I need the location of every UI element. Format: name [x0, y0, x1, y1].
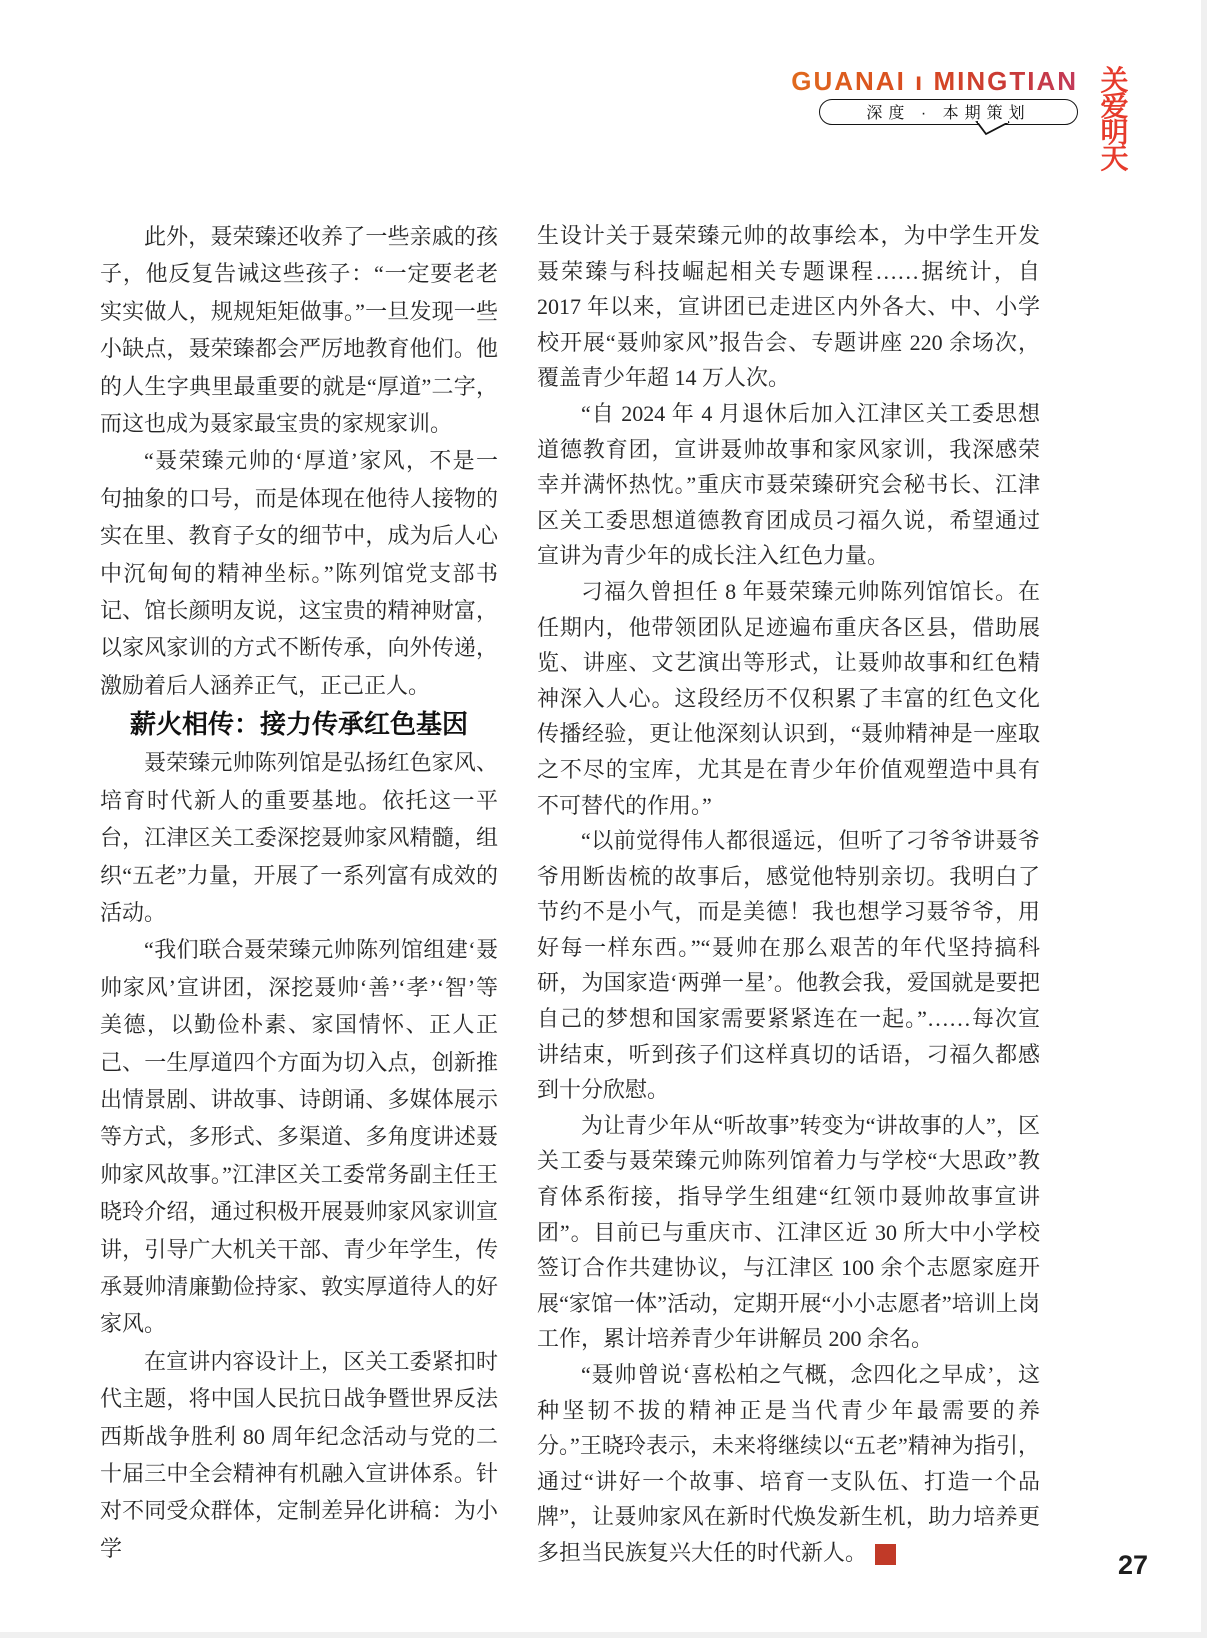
paragraph: “聂荣臻元帅的‘厚道’家风，不是一句抽象的口号，而是体现在他待人接物的实在里、教育子女的细节中，成为后人心中沉甸甸的精神坐标。”陈列馆党支部书记、馆长颜明友说，这宝贵的精神财富，以家风家训的方式不断传承，向外传递，激励着后人涵养正气，正己正人。 [100, 448, 498, 698]
speech-bubble-tail-icon [975, 121, 1013, 137]
brand-logo-line2: 明天 [1100, 117, 1130, 174]
section-heading: 薪火相传：接力传承红色基因 [129, 709, 468, 740]
article-end-mark-icon: 关 [875, 1544, 896, 1565]
paragraph [537, 1357, 1040, 1571]
paragraph: 刁福久曾担任 8 年聂荣臻元帅陈列馆馆长。在任期内，他带领团队足迹遍布重庆各区县，借助展览、讲座、文艺演出等形式，让聂帅故事和红色精神深入人心。这段经历不仅积累了丰富的红色文化传播经验，更让他深刻认识到，“聂帅精神是一座取之不尽的宝库，尤其是在青少年价值观塑造中具有不可替代的作用。” [537, 578, 1040, 818]
paragraph: 在宣讲内容设计上，区关工委紧扣时代主题，将中国人民抗日战争暨世界反法西斯战争胜利 80 周年纪念活动与党的二十届三中全会精神有机融入宣讲体系。针对不同受众群体，定制差异化讲稿：为小学 [100, 1348, 498, 1561]
paragraph: 生设计关于聂荣臻元帅的故事绘本，为中学生开发聂荣臻与科技崛起相关专题课程……据统计，自 2017 年以来，宣讲团已走进区内外各大、中、小学校开展“聂帅家风”报告会、专题讲座 220 余场次，覆盖青少年超 14 万人次。 [537, 223, 1040, 391]
paragraph: “自 2024 年 4 月退休后加入江津区关工委思想道德教育团，宣讲聂帅故事和家风家训，我深感荣幸并满怀热忱。”重庆市聂荣臻研究会秘书长、江津区关工委思想道德教育团成员刁福久说，希望通过宣讲为青少年的成长注入红色力量。 [537, 400, 1040, 569]
brand-logo-line1: 关爱 [1100, 65, 1130, 122]
article-column-left [100, 218, 498, 1567]
paragraph: 聂荣臻元帅陈列馆是弘扬红色家风、培育时代新人的重要基地。依托这一平台，江津区关工委深挖聂帅家风精髓，组织“五老”力量，开展了一系列富有成效的活动。 [100, 750, 498, 925]
paragraph: 此外，聂荣臻还收养了一些亲戚的孩子，他反复告诫这些孩子：“一定要老老实实做人，规规矩矩做事。”一旦发现一些小缺点，聂荣臻都会严厉地教育他们。他的人生字典里最重要的就是“厚道”二字，而这也成为聂家最宝贵的家规家训。 [100, 224, 498, 437]
masthead-title: GUANAI ı MINGTIAN [791, 66, 1078, 96]
article-column-right [537, 218, 1040, 1571]
paragraph: “我们联合聂荣臻元帅陈列馆组建‘聂帅家风’宣讲团，深挖聂帅‘善’‘孝’‘智’等美德，以勤俭朴素、家国情怀、正人正己、一生厚道四个方面为切入点，创新推出情景剧、讲故事、诗朗诵、多媒体展示等方式，多形式、多渠道、多角度讲述聂帅家风故事。”江津区关工委常务副主任王晓玲介绍，通过积极开展聂帅家风家训宣讲，引导广大机关干部、青少年学生，传承聂帅清廉勤俭持家、敦实厚道待人的好家风。 [100, 937, 498, 1337]
brand-logo [1087, 65, 1143, 174]
paragraph: 为让青少年从“听故事”转变为“讲故事的人”，区关工委与聂荣臻元帅陈列馆着力与学校“大思政”教育体系衔接，指导学生组建“红领巾聂帅故事宣讲团”。目前已与重庆市、江津区近 30 所大中小学校签订合作共建协议，与江津区 100 余个志愿家庭开展“家馆一体”活动，定期开展“小小志愿者”培训上岗工作，累计培养青少年讲解员 200 余名。 [537, 1112, 1040, 1352]
paragraph-text: “聂帅曾说‘喜松柏之气概，念四化之早成’，这种坚韧不拔的精神正是当代青少年最需要的养分。”王晓玲表示，未来将继续以“五老”精神为指引，通过“讲好一个故事、培育一支队伍、打造一个品牌”，让聂帅家风在新时代焕发新生机，助力培养更多担当民族复兴大任的时代新人。 [537, 1362, 1040, 1565]
page-number: 27 [1118, 1550, 1149, 1580]
section-label: 深度 · 本期策划 [866, 104, 1031, 122]
section-bubble [819, 99, 1078, 125]
paragraph: “以前觉得伟人都很遥远，但听了刁爷爷讲聂爷爷用断齿梳的故事后，感觉他特别亲切。我明白了节约不是小气，而是美德！我也想学习聂爷爷，用好每一样东西。”“聂帅在那么艰苦的年代坚持搞科研，为国家造‘两弹一星’。他教会我，爱国就是要把自己的梦想和国家需要紧紧连在一起。”……每次宣讲结束，听到孩子们这样真切的话语，刁福久都感到十分欣慰。 [537, 828, 1040, 1103]
